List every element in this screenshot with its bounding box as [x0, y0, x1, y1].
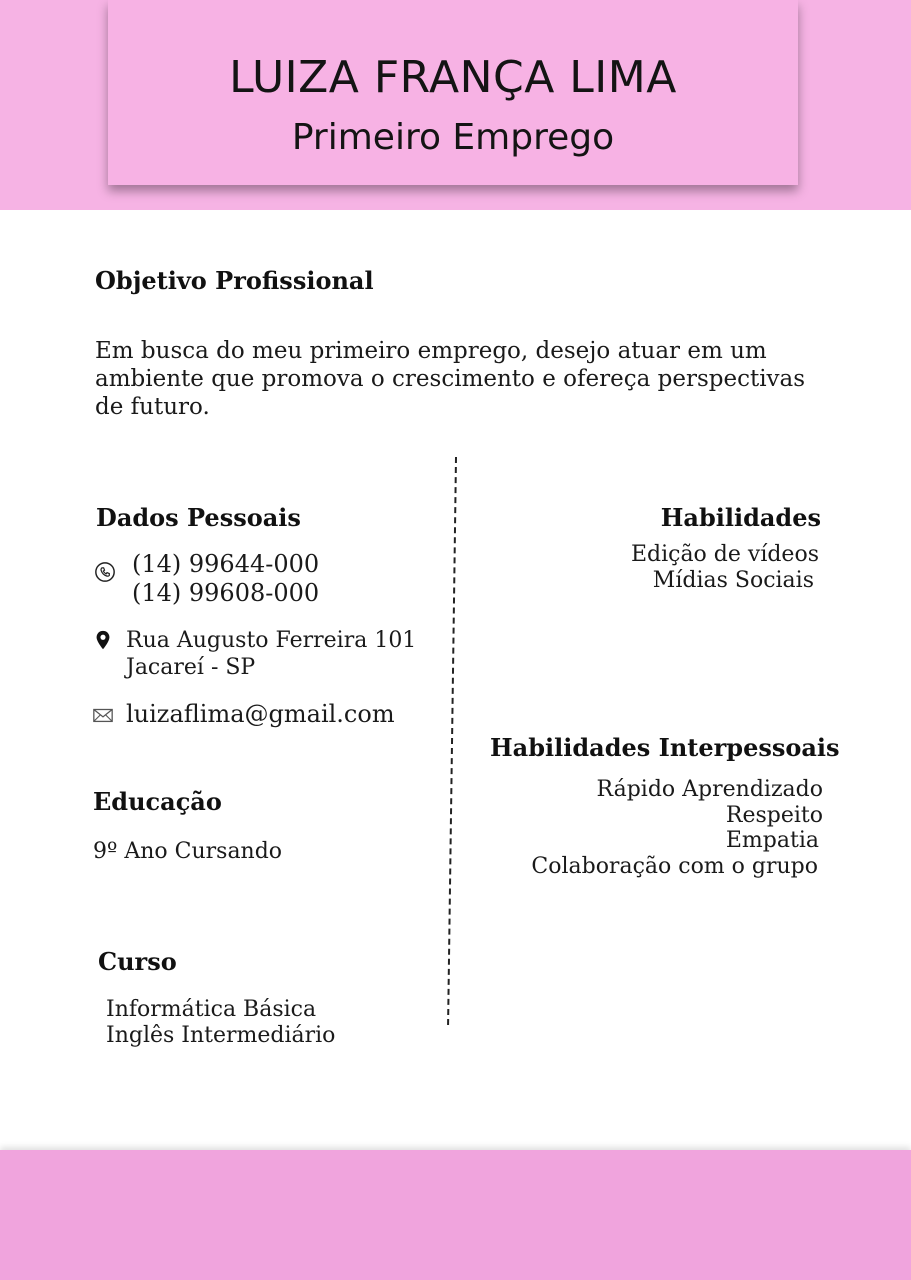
skills-list	[631, 542, 819, 594]
address-line: Rua Augusto Ferreira 101	[126, 628, 417, 653]
envelope-icon	[92, 704, 114, 726]
resume-name: LUIZA FRANÇA LIMA	[229, 52, 677, 103]
objective-text	[95, 337, 805, 421]
location-pin-icon	[92, 629, 114, 651]
interpersonal-item: Empatia	[725, 828, 819, 853]
skills-heading: Habilidades	[660, 503, 821, 532]
column-divider	[447, 457, 457, 1025]
skill-item: Edição de vídeos	[630, 542, 819, 567]
course-list	[106, 997, 335, 1049]
education-value: 9º Ano Cursando	[93, 839, 283, 864]
phone-numbers	[132, 550, 319, 608]
phone-icon	[94, 561, 116, 583]
objective-heading: Objetivo Profissional	[95, 266, 374, 295]
interpersonal-list	[531, 777, 823, 879]
resume-subtitle: Primeiro Emprego	[291, 117, 615, 158]
interpersonal-heading: Habilidades Interpessoais	[490, 733, 840, 762]
phone-number: (14) 99644-000	[132, 550, 320, 578]
address-line: Jacareí - SP	[126, 655, 256, 680]
title-card	[108, 0, 798, 185]
objective-line: de futuro.	[95, 394, 210, 420]
email: luizaflima@gmail.com	[126, 700, 395, 728]
interpersonal-item: Rápido Aprendizado	[596, 777, 823, 802]
skill-item: Mídias Sociais	[652, 568, 814, 593]
interpersonal-item: Colaboração com o grupo	[531, 853, 818, 879]
interpersonal-item: Respeito	[725, 802, 823, 828]
objective-line: Em busca do meu primeiro emprego, desejo atuar em um	[95, 338, 767, 364]
phone-number: (14) 99608-000	[132, 579, 320, 607]
footer-band	[0, 1150, 911, 1280]
course-heading: Curso	[98, 947, 177, 976]
course-item: Inglês Intermediário	[106, 1023, 336, 1048]
objective-line: ambiente que promova o crescimento e ofereça perspectivas	[95, 366, 806, 392]
address	[126, 627, 416, 681]
course-item: Informática Básica	[106, 997, 317, 1022]
personal-heading: Dados Pessoais	[96, 503, 301, 532]
education-heading: Educação	[93, 787, 222, 816]
